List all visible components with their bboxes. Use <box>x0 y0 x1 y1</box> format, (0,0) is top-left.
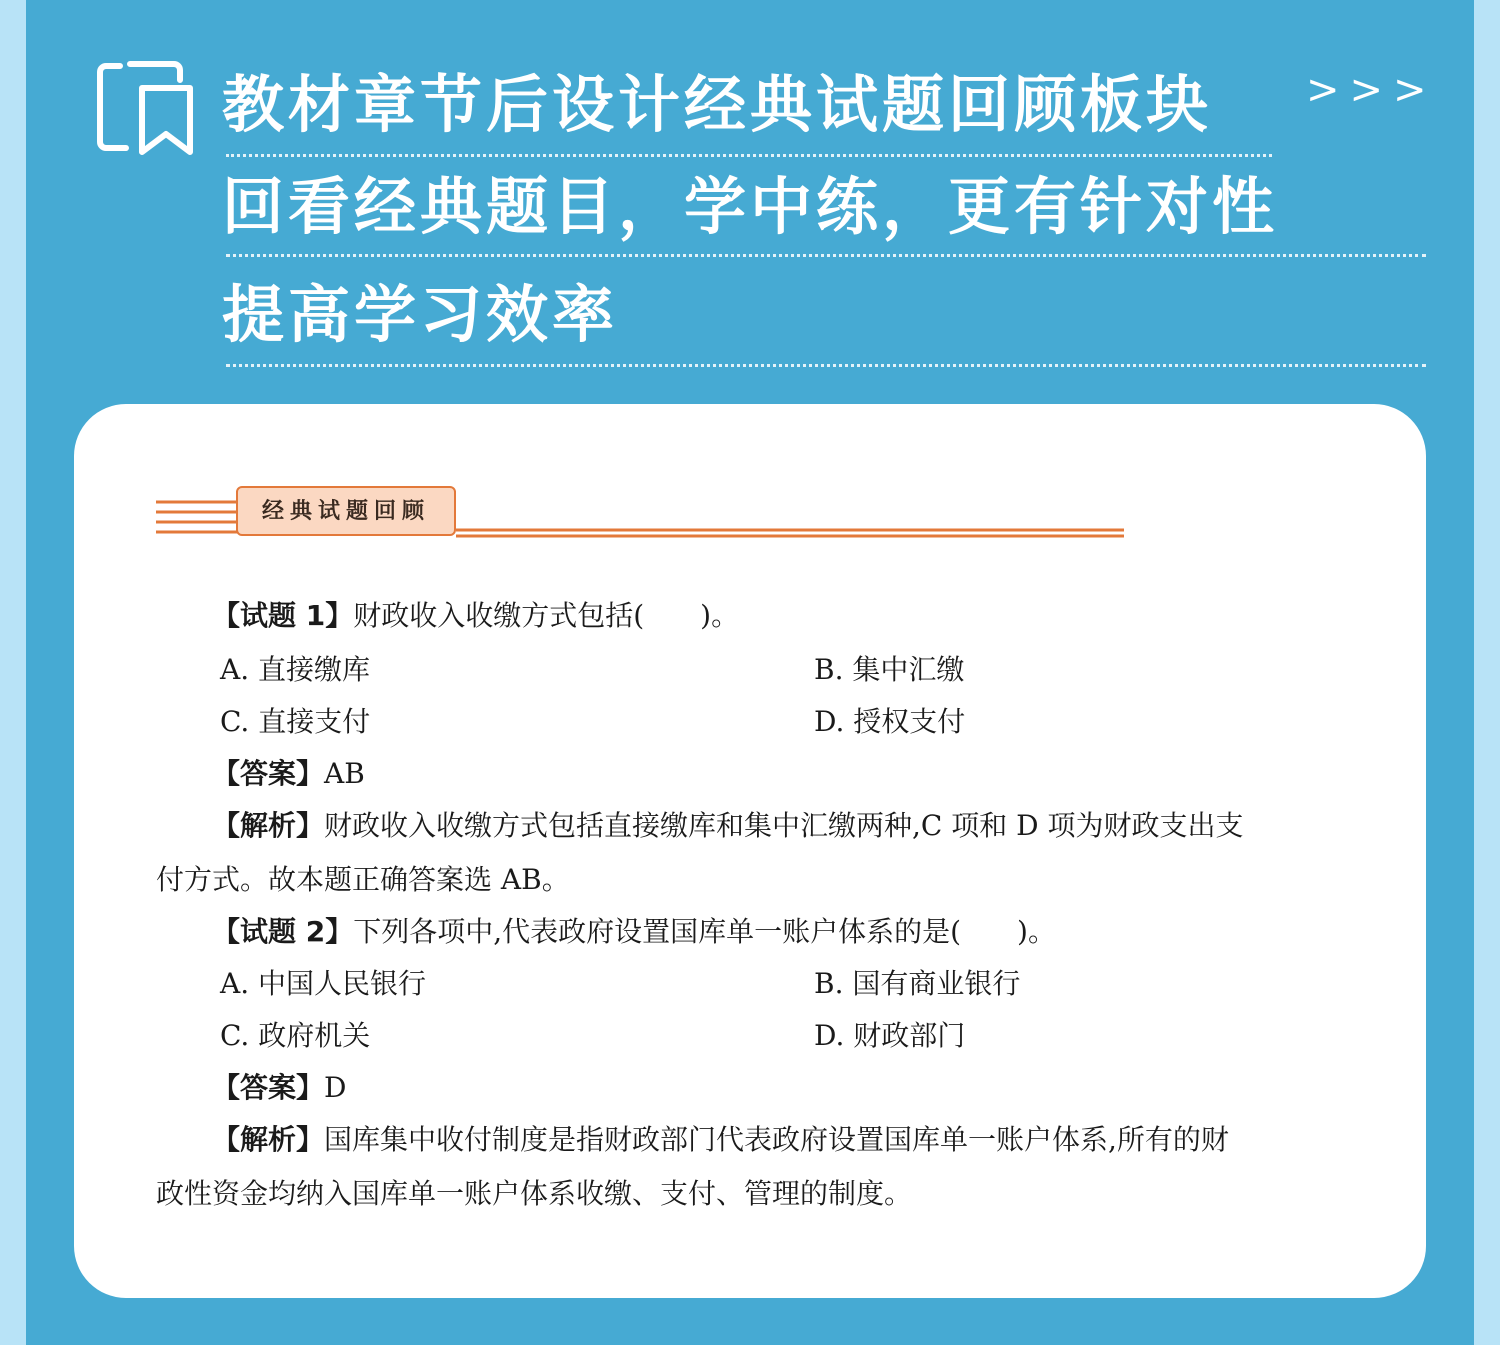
answer-label: 【答案】 <box>212 1071 325 1104</box>
bookmark-book-icon <box>96 58 196 158</box>
chevrons-icon: >>> <box>1306 67 1437 113</box>
analysis-label: 【解析】 <box>212 809 325 842</box>
dotted-divider <box>226 254 1426 257</box>
option-d: D. 授权支付 <box>814 705 966 738</box>
header-title-line-2: 回看经典题目，学中练，更有针对性 <box>222 170 1279 243</box>
header-title-line-1: 教材章节后设计经典试题回顾板块 <box>222 68 1213 141</box>
option-c: C. 政府机关 <box>220 1019 371 1052</box>
option-b: B. 国有商业银行 <box>814 967 1021 1000</box>
question-label: 【试题 2】 <box>212 915 354 948</box>
analysis-text: 财政收入收缴方式包括直接缴库和集中汇缴两种,C 项和 D 项为财政支出支 <box>324 809 1244 842</box>
answer-value: AB <box>324 757 365 790</box>
answer-line <box>212 1071 347 1104</box>
answer-label: 【答案】 <box>212 757 325 790</box>
header-title-line-3: 提高学习效率 <box>222 278 619 351</box>
analysis-line-2: 政性资金均纳入国库单一账户体系收缴、支付、管理的制度。 <box>156 1177 913 1210</box>
section-tag: 经典试题回顾 <box>236 486 456 536</box>
question-2 <box>212 915 1056 948</box>
analysis-line-1 <box>212 809 1244 842</box>
option-d: D. 财政部门 <box>814 1019 966 1052</box>
question-card <box>74 404 1426 1298</box>
analysis-line-2: 付方式。故本题正确答案选 AB。 <box>156 863 570 896</box>
analysis-text: 国库集中收付制度是指财政部门代表政府设置国库单一账户体系,所有的财 <box>324 1123 1229 1156</box>
answer-line <box>212 757 365 790</box>
answer-value: D <box>324 1071 347 1104</box>
question-stem: 下列各项中,代表政府设置国库单一账户体系的是( )。 <box>353 915 1056 948</box>
dotted-divider <box>226 154 1272 157</box>
question-stem: 财政收入收缴方式包括( )。 <box>353 599 740 632</box>
question-label: 【试题 1】 <box>212 599 354 632</box>
analysis-label: 【解析】 <box>212 1123 325 1156</box>
analysis-line-1 <box>212 1123 1229 1156</box>
option-a: A. 中国人民银行 <box>220 967 427 1000</box>
option-b: B. 集中汇缴 <box>814 653 965 686</box>
question-1 <box>212 599 740 632</box>
dotted-divider <box>226 364 1426 367</box>
option-a: A. 直接缴库 <box>220 653 371 686</box>
option-c: C. 直接支付 <box>220 705 371 738</box>
